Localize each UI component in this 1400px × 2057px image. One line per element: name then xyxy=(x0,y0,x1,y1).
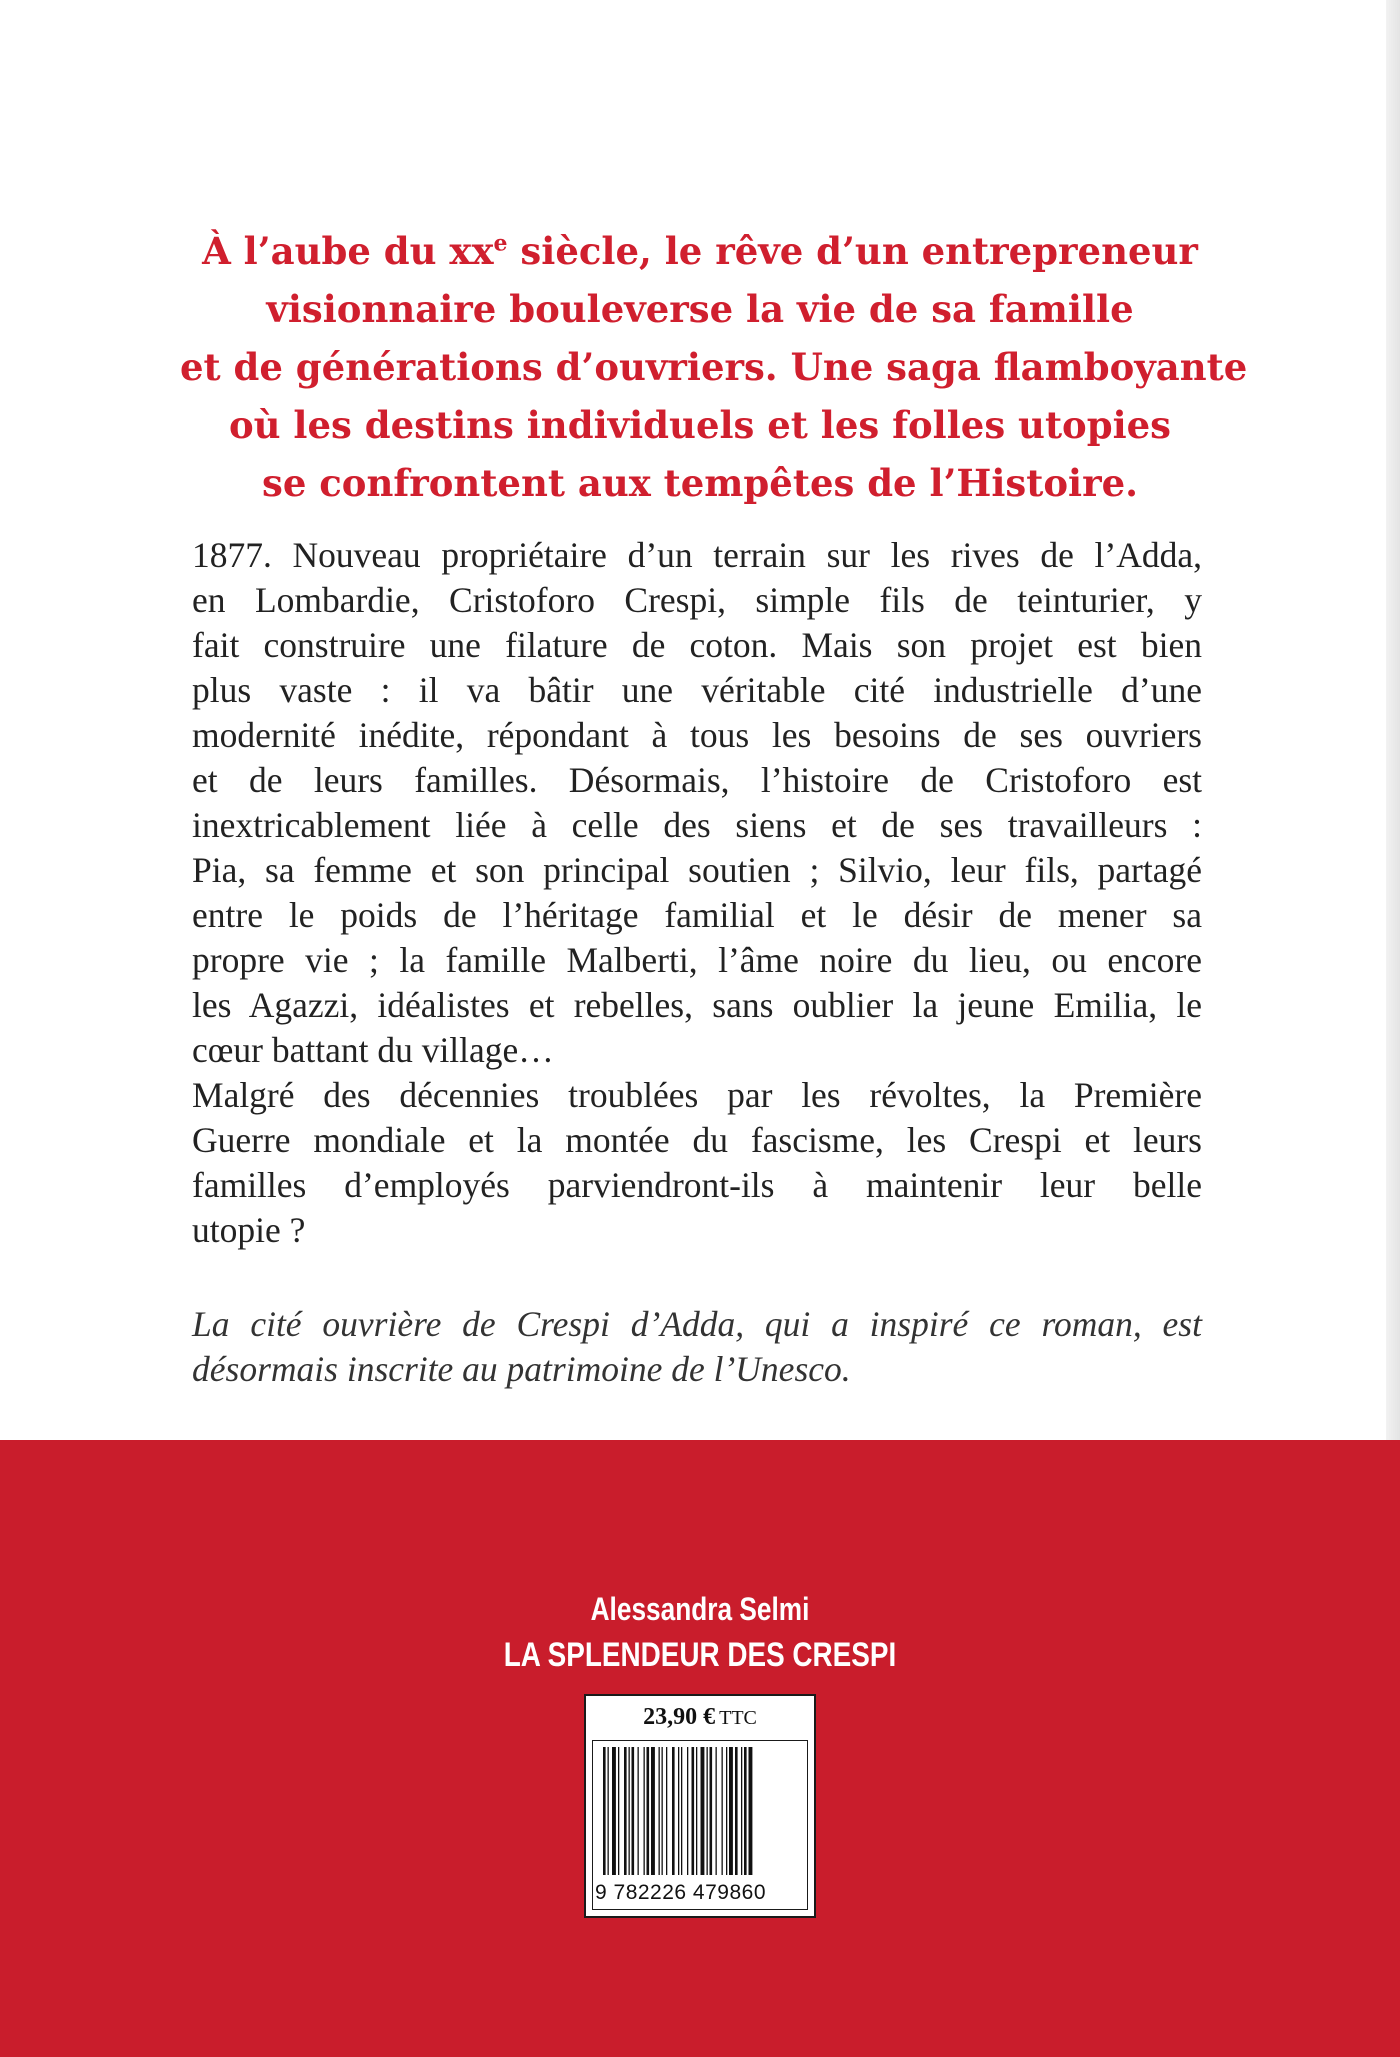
barcode-bar xyxy=(678,1747,679,1875)
spine-edge xyxy=(1386,0,1400,1440)
synopsis-line: en Lombardie, Cristoforo Crespi, simple fils de teinturier, y xyxy=(192,580,1202,620)
barcode-bar xyxy=(687,1747,688,1875)
tagline-superscript: e xyxy=(493,230,508,257)
unesco-note xyxy=(192,1302,1202,1392)
author-name: Alessandra Selmi xyxy=(590,1591,810,1627)
synopsis-line: Pia, sa femme et son principal soutien ; Silvio, leur fils, partagé xyxy=(192,850,1202,890)
barcode xyxy=(592,1740,808,1910)
synopsis-line: les Agazzi, idéalistes et rebelles, sans oublier la jeune Emilia, le xyxy=(192,985,1202,1025)
barcode-bar xyxy=(603,1747,606,1875)
synopsis-line: plus vaste : il va bâtir une véritable cité industrielle d’une xyxy=(192,670,1202,710)
barcode-bar xyxy=(749,1747,753,1875)
barcode-bar xyxy=(707,1747,708,1875)
price-barcode-box xyxy=(584,1694,816,1918)
synopsis-line: fait construire une filature de coton. Mais son projet est bien xyxy=(192,625,1202,665)
tagline-line-1-start: À l’aube du xx xyxy=(202,229,494,273)
isbn-number: 9 782226 479860 xyxy=(595,1881,766,1904)
tagline-line-4: où les destins individuels et les folles utopies xyxy=(228,403,1172,447)
barcode-bar xyxy=(624,1747,627,1875)
barcode-bar xyxy=(716,1747,717,1875)
synopsis-line: Guerre mondiale et la montée du fascisme, les Crespi et leurs xyxy=(192,1120,1202,1160)
synopsis-line: propre vie ; la famille Malberti, l’âme noire du lieu, ou encore xyxy=(192,940,1202,980)
synopsis-line: et de leurs familles. Désormais, l’histoire de Cristoforo est xyxy=(192,760,1202,800)
barcode-bar xyxy=(666,1747,667,1875)
barcode-bar xyxy=(672,1747,675,1875)
tagline-line-1 xyxy=(180,222,1220,280)
barcode-bar xyxy=(729,1747,733,1875)
tagline-line-3: et de générations d’ouvriers. Une saga flamboyante xyxy=(180,345,1248,389)
synopsis xyxy=(192,533,1202,1253)
tagline-line-5: se confrontent aux tempêtes de l’Histoire. xyxy=(261,461,1139,505)
barcode-bar xyxy=(662,1747,663,1875)
barcode-bar xyxy=(629,1747,630,1875)
tagline-line-1-end: siècle, le rêve d’un entrepreneur xyxy=(507,229,1198,273)
barcode-bar xyxy=(735,1747,738,1875)
barcode-bar xyxy=(651,1747,655,1875)
book-title: LA SPLENDEUR DES CRESPI xyxy=(503,1636,897,1674)
price-label xyxy=(586,1704,814,1731)
barcode-bar xyxy=(608,1747,609,1875)
synopsis-line: cœur battant du village… xyxy=(192,1030,554,1070)
price-tax: TTC xyxy=(719,1707,757,1729)
barcode-bar xyxy=(710,1747,713,1875)
price-amount: 23,90 € xyxy=(643,1704,716,1730)
barcode-bar xyxy=(692,1747,695,1875)
barcode-bar xyxy=(638,1747,639,1875)
barcode-bar xyxy=(744,1747,747,1875)
synopsis-line: Malgré des décennies troublées par les révoltes, la Première xyxy=(192,1075,1202,1115)
synopsis-line: modernité inédite, répondant à tous les besoins de ses ouvriers xyxy=(192,715,1202,755)
synopsis-line: entre le poids de l’héritage familial et le désir de mener sa xyxy=(192,895,1202,935)
unesco-note-line-2: désormais inscrite au patrimoine de l’Unesco. xyxy=(192,1349,851,1389)
barcode-bar xyxy=(647,1747,650,1875)
barcode-bar xyxy=(701,1747,705,1875)
synopsis-line: 1877. Nouveau propriétaire d’un terrain sur les rives de l’Adda, xyxy=(192,535,1202,575)
synopsis-line: inextricablement liée à celle des siens et de ses travailleurs : xyxy=(192,805,1202,845)
barcode-bar xyxy=(722,1747,723,1875)
barcode-bar xyxy=(726,1747,727,1875)
synopsis-line: utopie ? xyxy=(192,1210,306,1250)
barcode-bar xyxy=(612,1747,616,1875)
tagline-line-2: visionnaire bouleverse la vie de sa famille xyxy=(266,287,1134,331)
unesco-note-line-1: La cité ouvrière de Crespi d’Adda, qui a inspiré ce roman, est xyxy=(192,1304,1202,1344)
barcode-bar xyxy=(644,1747,645,1875)
tagline xyxy=(180,222,1248,512)
barcode-bar xyxy=(632,1747,635,1875)
barcode-bar xyxy=(741,1747,742,1875)
synopsis-line: familles d’employés parviendront-ils à maintenir leur belle xyxy=(192,1165,1202,1205)
barcode-bar xyxy=(696,1747,697,1875)
barcode-bar xyxy=(618,1747,619,1875)
barcode-bars xyxy=(601,1747,799,1875)
barcode-bar xyxy=(659,1747,660,1875)
barcode-bar xyxy=(681,1747,682,1875)
